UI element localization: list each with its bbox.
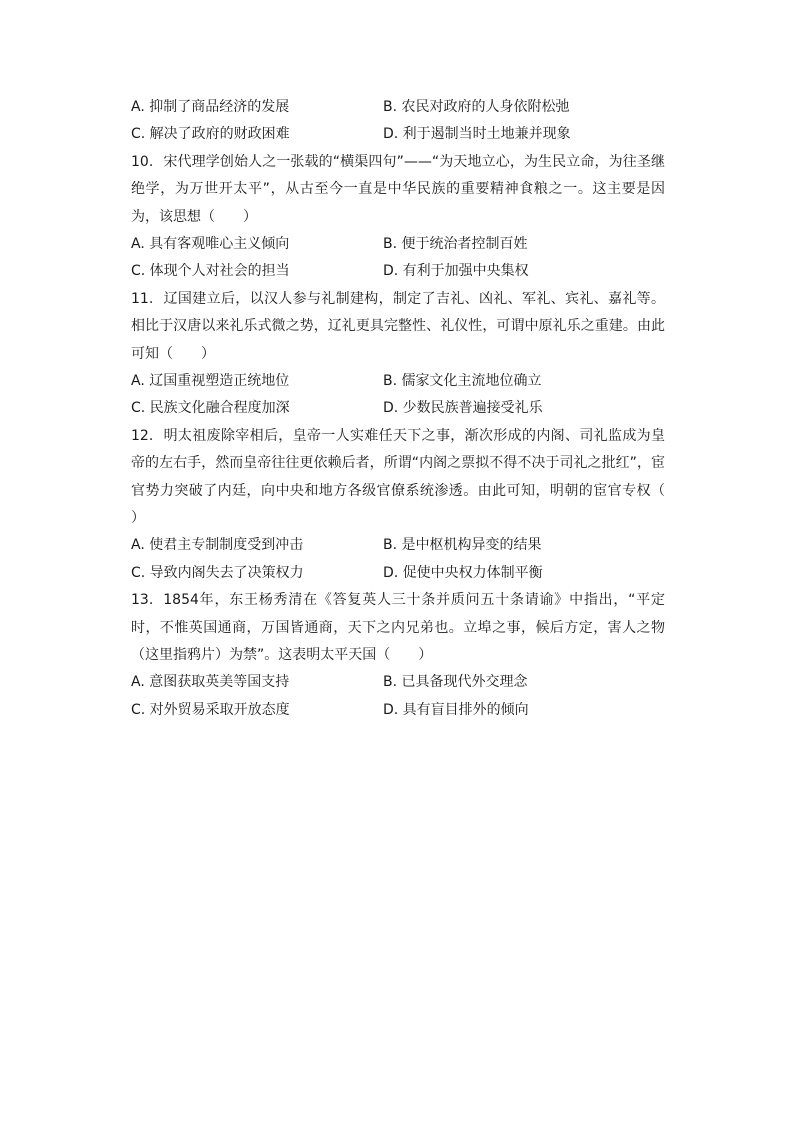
option-q11-d: D. 少数民族普遍接受礼乐 bbox=[383, 400, 543, 417]
question-number: 13. bbox=[131, 592, 154, 609]
exam-content bbox=[131, 94, 693, 724]
option-row-q10-ab bbox=[131, 231, 665, 258]
option-row-q9-cd bbox=[131, 121, 665, 148]
question-number: 12. bbox=[131, 427, 154, 444]
option-row-q11-cd bbox=[131, 395, 665, 422]
option-q11-a: A. 辽国重视塑造正统地位 bbox=[131, 373, 290, 389]
question-11-stem bbox=[131, 286, 665, 368]
option-q11-b: B. 儒家文化主流地位确立 bbox=[383, 373, 542, 389]
question-text: 1854年，东王杨秀清在《答复英人三十条并质问五十条请谕》中指出，“平定时，不惟英国通商，万国皆通商，天下之内兄弟也。立埠之事，候后方定，害人之物（这里指鸦片）为禁”。这表明太平天国（ ） bbox=[131, 592, 665, 663]
option-q10-c: C. 体现个人对社会的担当 bbox=[131, 263, 290, 280]
question-12-stem bbox=[131, 423, 693, 533]
option-q12-a: A. 使君主专制制度受到冲击 bbox=[131, 537, 304, 554]
option-q13-d: D. 具有盲目排外的倾向 bbox=[383, 701, 529, 718]
question-number: 11. bbox=[131, 290, 154, 307]
option-row-q9-ab bbox=[131, 94, 665, 121]
option-q13-c: C. 对外贸易采取开放态度 bbox=[131, 701, 290, 718]
question-number: 10. bbox=[131, 153, 154, 170]
option-q13-a: A. 意图获取英美等国支持 bbox=[131, 674, 290, 691]
option-row-q10-cd bbox=[131, 258, 665, 285]
question-text: 辽国建立后，以汉人参与礼制建构，制定了吉礼、凶礼、军礼、宾礼、嘉礼等。相比于汉唐以来礼乐式微之势，辽礼更具完整性、礼仪性，可谓中原礼乐之重建。由此可知（ ） bbox=[131, 290, 665, 362]
option-row-q12-ab bbox=[131, 532, 665, 559]
option-q9-d: D. 利于遏制当时土地兼并现象 bbox=[383, 126, 571, 143]
question-13-stem bbox=[131, 587, 665, 669]
question-text: 明太祖废除宰相后，皇帝一人实难任天下之事，渐次形成的内阁、司礼监成为皇帝的左右手，然而皇帝往往更依赖后者，所谓“内阁之票拟不得不决于司礼之批红”，宦官势力突破了内廷，向中央和地方各级官僚系统渗透。由此可知，明朝的宦官专权（ ） bbox=[131, 427, 693, 526]
question-10-stem bbox=[131, 149, 665, 231]
option-q9-a: A. 抑制了商品经济的发展 bbox=[131, 99, 290, 115]
option-row-q12-cd bbox=[131, 560, 665, 587]
option-row-q11-ab bbox=[131, 368, 665, 395]
option-q10-a: A. 具有客观唯心主义倾向 bbox=[131, 236, 290, 252]
option-q9-b: B. 农民对政府的人身依附松弛 bbox=[383, 99, 570, 115]
option-q10-d: D. 有利于加强中央集权 bbox=[383, 263, 529, 280]
option-row-q13-ab bbox=[131, 669, 665, 696]
option-q11-c: C. 民族文化融合程度加深 bbox=[131, 400, 290, 417]
option-q12-c: C. 导致内阁失去了决策权力 bbox=[131, 564, 304, 581]
option-q9-c: C. 解决了政府的财政困难 bbox=[131, 126, 290, 143]
option-q10-b: B. 便于统治者控制百姓 bbox=[383, 236, 528, 252]
option-q12-d: D. 促使中央权力体制平衡 bbox=[383, 564, 543, 581]
option-q13-b: B. 已具备现代外交理念 bbox=[383, 674, 528, 691]
option-q12-b: B. 是中枢机构异变的结果 bbox=[383, 537, 542, 554]
question-text: 宋代理学创始人之一张载的“横渠四句”——“为天地立心，为生民立命，为往圣继绝学，为万世开太平”，从古至今一直是中华民族的重要精神食粮之一。这主要是因为，该思想（ ） bbox=[131, 153, 665, 225]
option-row-q13-cd bbox=[131, 697, 665, 724]
